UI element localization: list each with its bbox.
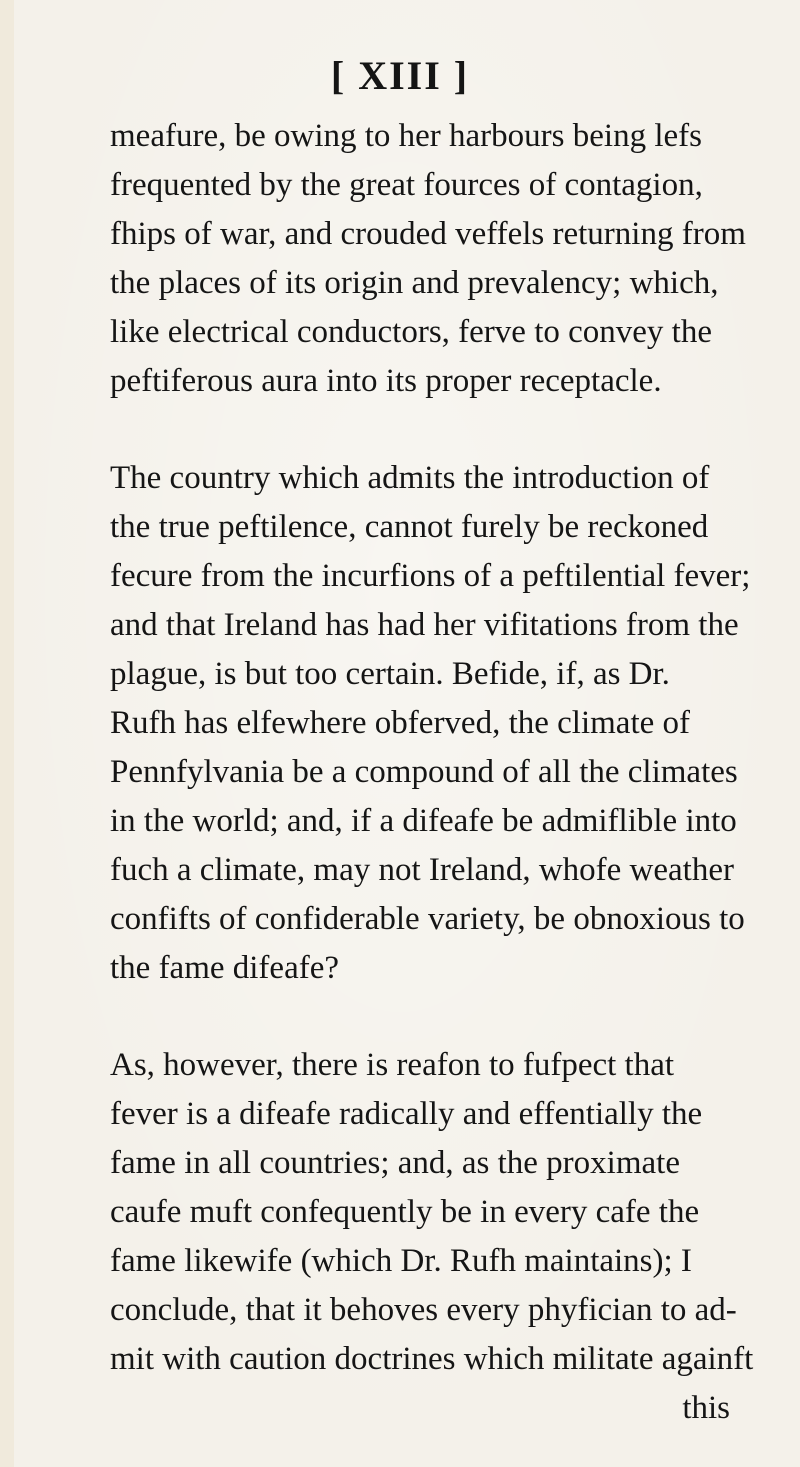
text-line: like electrical conductors, ferve to convey the <box>110 314 712 350</box>
text-line: conclude, that it behoves every phyfician to ad- <box>110 1292 737 1328</box>
text-line: mit with caution doctrines which militate againft <box>110 1341 754 1377</box>
text-line: peftiferous aura into its proper receptacle. <box>110 363 662 399</box>
text-line: plague, is but too certain. Befide, if, as Dr. <box>110 656 670 692</box>
page-header: [ XIII ] <box>330 53 470 98</box>
body-text <box>110 112 754 1433</box>
text-line: fever is a difeafe radically and effentially the <box>110 1096 703 1132</box>
text-line: fecure from the incurfions of a peftilential fever; <box>110 558 751 594</box>
text-line: Pennfylvania be a compound of all the climates <box>110 754 738 790</box>
text-line: frequented by the great fources of contagion, <box>110 167 703 203</box>
paper-stain <box>0 0 14 1467</box>
text-line: The country which admits the introduction of <box>110 460 710 496</box>
text-line: the places of its origin and prevalency; which, <box>110 265 719 301</box>
text-line: meafure, be owing to her harbours being lefs <box>110 118 702 154</box>
text-line: fuch a climate, may not Ireland, whofe weather <box>110 852 734 888</box>
text-line: the fame difeafe? <box>110 950 340 986</box>
paragraph-3 <box>110 1041 754 1384</box>
text-line: the true peftilence, cannot furely be reckoned <box>110 509 709 545</box>
paragraph-2 <box>110 454 750 993</box>
paragraph-gap <box>110 406 750 454</box>
text-line: in the world; and, if a difeafe be admiflible into <box>110 803 737 839</box>
text-line: Rufh has elfewhere obferved, the climate of <box>110 705 690 741</box>
text-line: As, however, there is reafon to fufpect that <box>110 1047 675 1083</box>
text-line: confifts of confiderable variety, be obnoxious to <box>110 901 745 937</box>
text-line: caufe muft confequently be in every cafe the <box>110 1194 700 1230</box>
paragraph-gap <box>110 993 750 1041</box>
text-line: fame likewife (which Dr. Rufh maintains); I <box>110 1243 692 1279</box>
catchword: this <box>682 1390 730 1426</box>
paragraph-1 <box>110 112 750 406</box>
text-line: fame in all countries; and, as the proximate <box>110 1145 680 1181</box>
text-line: and that Ireland has had her vifitations from the <box>110 607 739 643</box>
text-line: fhips of war, and crouded veffels returning from <box>110 216 746 252</box>
